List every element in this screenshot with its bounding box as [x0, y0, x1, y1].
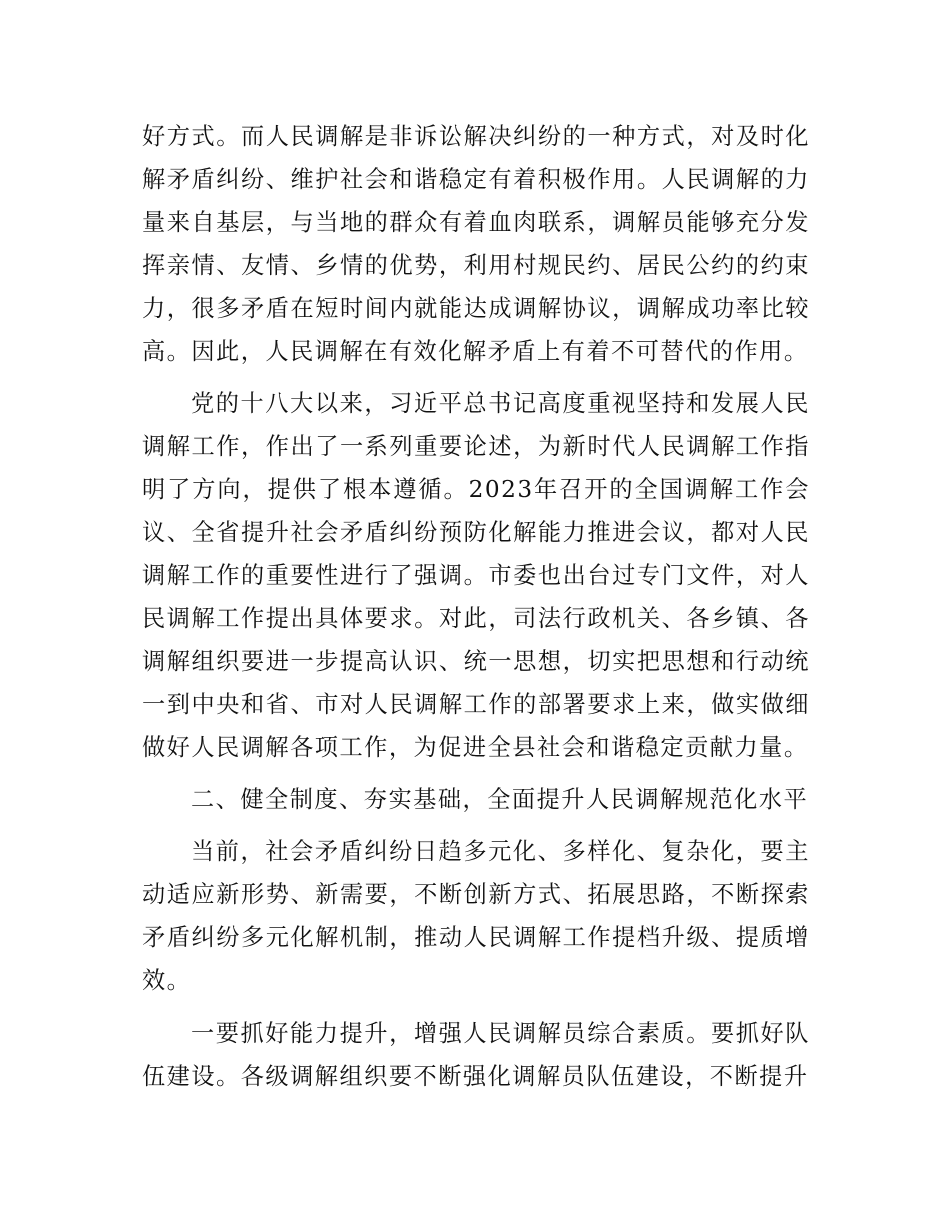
paragraph-party-emphasis: 党的十八大以来，习近平总书记高度重视坚持和发展人民调解工作，作出了一系列重要论述，为新时代人民调解工作指明了方向，提供了根本遵循。2023年召开的全国调解工作会议、全省提升社会矛盾纠纷预防化解能力推进会议，都对人民调解工作的重要性进行了强调。市委也出台过专门文件，对人民调解工作提出具体要求。对此，司法行政机关、各乡镇、各调解组织要进一步提高认识、统一思想，切实把思想和行动统一到中央和省、市对人民调解工作的部署要求上来，做实做细做好人民调解各项工作，为促进全县社会和谐稳定贡献力量。	[142, 390, 810, 761]
section-heading-two: 二、健全制度、夯实基础，全面提升人民调解规范化水平	[191, 786, 809, 813]
document-body	[142, 115, 810, 1098]
paragraph-mediation-advantages: 好方式。而人民调解是非诉讼解决纠纷的一种方式，对及时化解矛盾纠纷、维护社会和谐稳定有着积极作用。人民调解的力量来自基层，与当地的群众有着血肉联系，调解员能够充分发挥亲情、友情、乡情的优势，利用村规民约、居民公约的约束力，很多矛盾在短时间内就能达成调解协议，调解成功率比较高。因此，人民调解在有效化解矛盾上有着不可替代的作用。	[142, 123, 810, 365]
paragraph-current-situation: 当前，社会矛盾纠纷日趋多元化、多样化、复杂化，要主动适应新形势、新需要，不断创新方式、拓展思路，不断探索矛盾纠纷多元化解机制，推动人民调解工作提档升级、提质增效。	[142, 838, 810, 994]
paragraph-capacity-building: 一要抓好能力提升，增强人民调解员综合素质。要抓好队伍建设。各级调解组织要不断强化调解员队伍建设，不断提升	[142, 1020, 810, 1090]
